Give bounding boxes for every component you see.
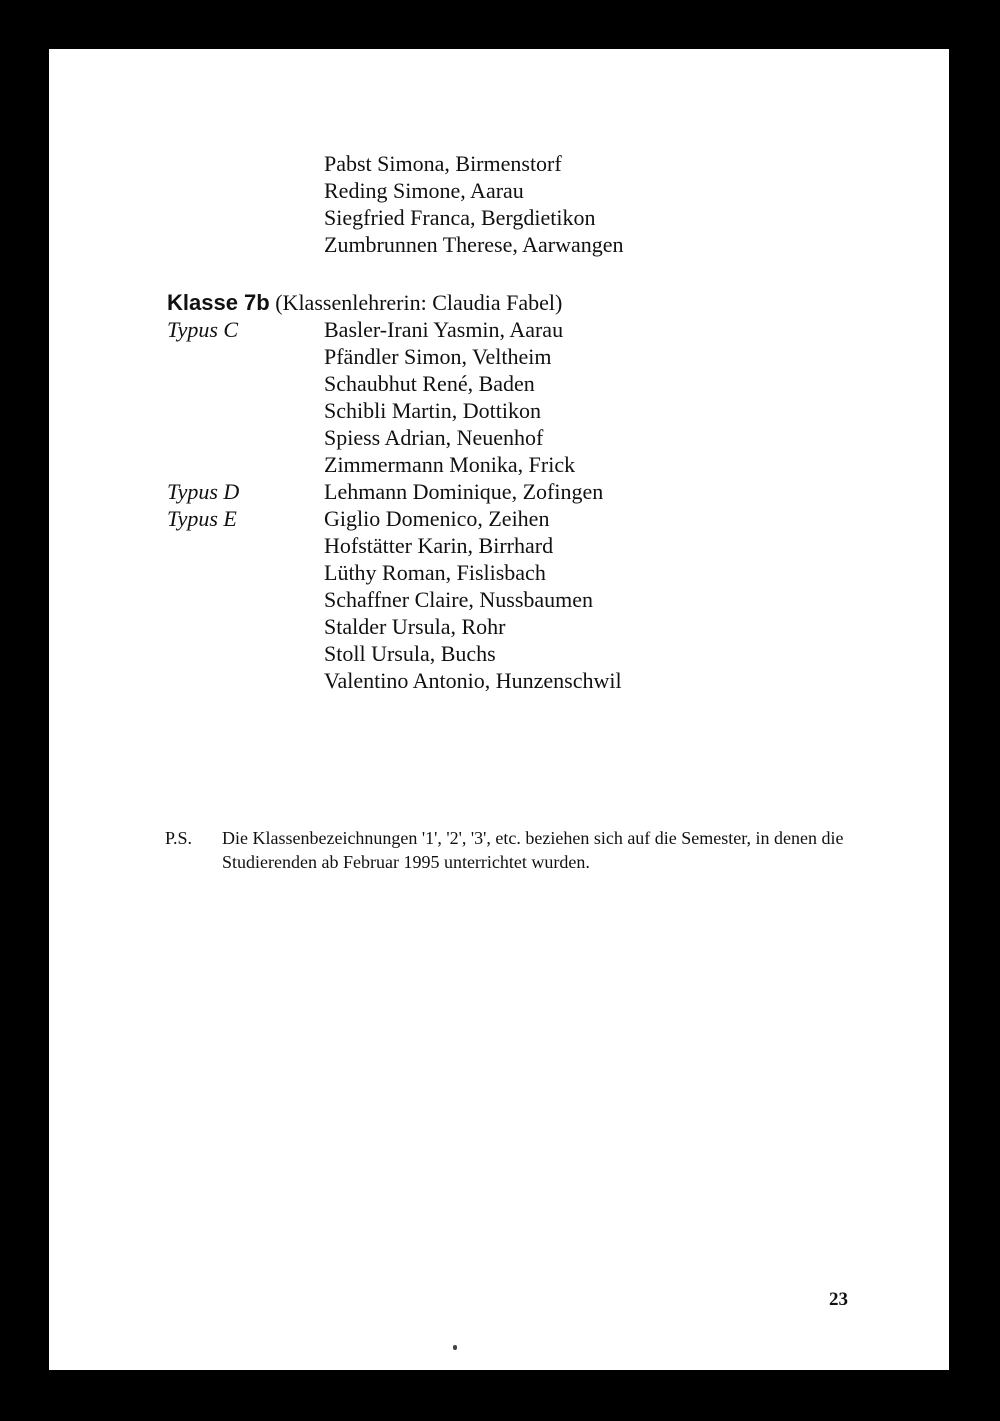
name-entry: Zumbrunnen Therese, Aarwangen	[324, 232, 624, 257]
type-label-c: Typus C	[167, 317, 239, 342]
name-entry: Siegfried Franca, Bergdietikon	[324, 205, 596, 230]
ps-label: P.S.	[165, 828, 193, 848]
document-page	[49, 49, 949, 1370]
student-entry: Pfändler Simon, Veltheim	[324, 344, 552, 369]
class-title: Klasse 7b	[167, 290, 270, 315]
type-label-e: Typus E	[167, 506, 237, 531]
class-heading	[167, 289, 562, 316]
student-entry: Valentino Antonio, Hunzenschwil	[324, 668, 622, 693]
page-number: 23	[829, 1289, 848, 1310]
type-label-d: Typus D	[167, 479, 240, 504]
student-entry: Schaffner Claire, Nussbaumen	[324, 587, 594, 612]
scan-speck	[453, 1345, 457, 1350]
student-entry: Stoll Ursula, Buchs	[324, 641, 496, 666]
student-entry: Schibli Martin, Dottikon	[324, 398, 541, 423]
name-entry: Pabst Simona, Birmenstorf	[324, 151, 562, 176]
student-entry: Lüthy Roman, Fislisbach	[324, 560, 546, 585]
ps-note: Die Klassenbezeichnungen '1', '2', '3', etc. beziehen sich auf die Semester, in denen die Studierenden ab Februar 1995 unterrichtet wurden.	[222, 828, 844, 872]
student-entry: Giglio Domenico, Zeihen	[324, 506, 550, 531]
class-teacher: (Klassenlehrerin: Claudia Fabel)	[269, 290, 563, 315]
student-entry: Hofstätter Karin, Birrhard	[324, 533, 554, 558]
student-entry: Stalder Ursula, Rohr	[324, 614, 506, 639]
student-entry: Spiess Adrian, Neuenhof	[324, 425, 544, 450]
student-entry: Zimmermann Monika, Frick	[324, 452, 576, 477]
student-entry: Lehmann Dominique, Zofingen	[324, 479, 604, 504]
name-entry: Reding Simone, Aarau	[324, 178, 524, 203]
student-entry: Basler-Irani Yasmin, Aarau	[324, 317, 564, 342]
student-entry: Schaubhut René, Baden	[324, 371, 535, 396]
